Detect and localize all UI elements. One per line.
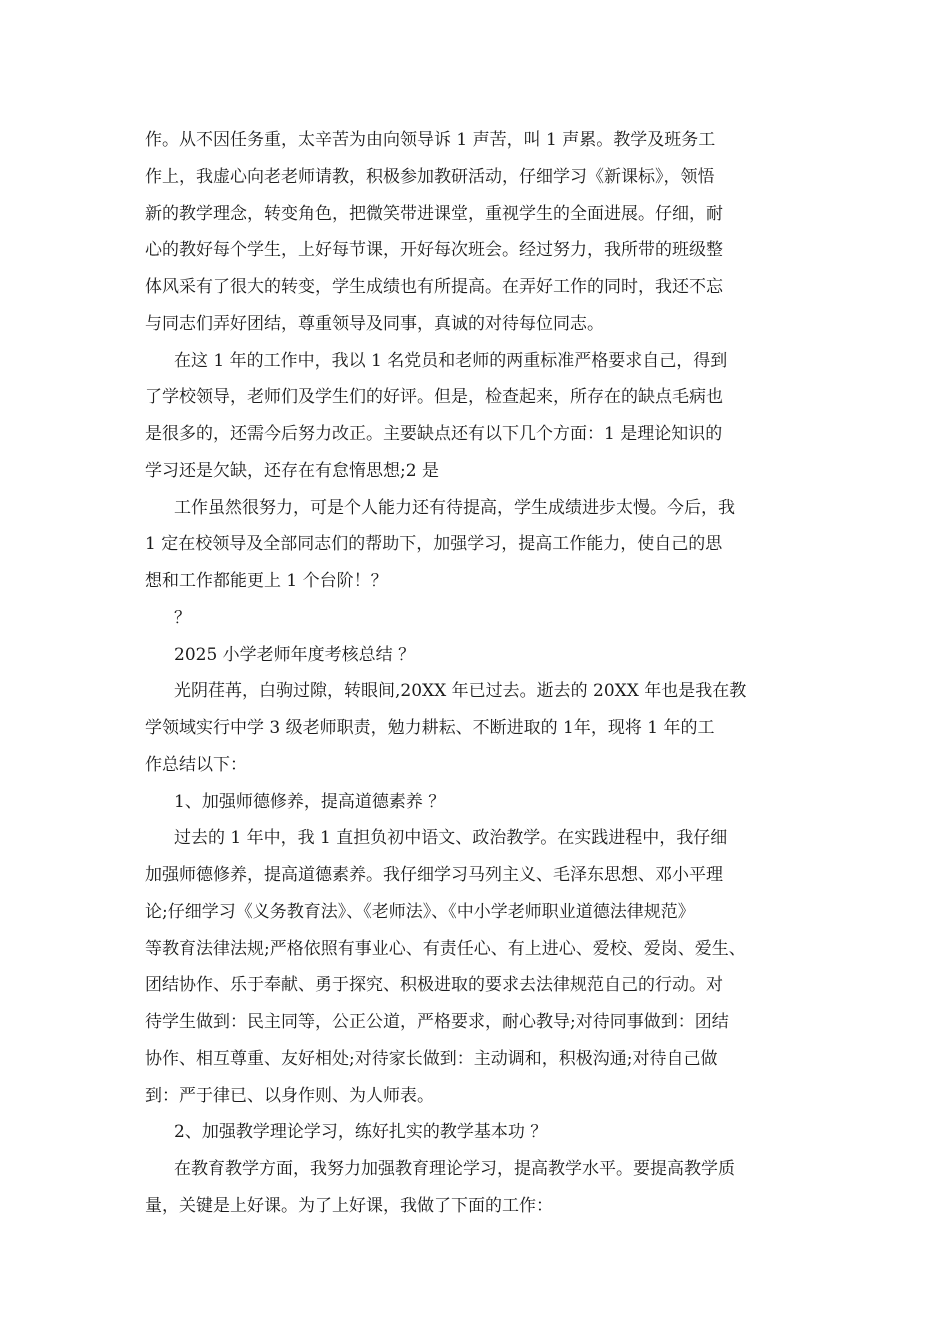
- text-line: 过去的 1 年中，我 1 直担负初中语文、政治教学。在实践进程中，我仔细: [174, 828, 728, 849]
- text-line: 量，关键是上好课。为了上好课，我做了下面的工作：: [145, 1195, 553, 1216]
- text-line: 光阴荏苒，白驹过隙，转眼间,20XX 年已过去。逝去的 20XX 年也是我在教: [174, 681, 747, 702]
- document-body: [145, 122, 825, 1225]
- text-line: 2025 小学老师年度考核总结 ？: [174, 644, 416, 665]
- text-line: 团结协作、乐于奉献、勇于探究、积极进取的要求去法律规范自己的行动。对: [145, 975, 723, 996]
- text-line: 在这 1 年的工作中，我以 1 名党员和老师的两重标准严格要求自己，得到: [174, 350, 728, 371]
- text-line: 新的教学理念，转变角色，把微笑带进课堂，重视学生的全面进展。仔细，耐: [145, 203, 723, 224]
- text-line: 工作虽然很努力，可是个人能力还有待提高，学生成绩进步太慢。今后，我: [174, 497, 735, 518]
- text-line: ？: [174, 607, 191, 628]
- text-line: 到：严于律已、以身作则、为人师表。: [145, 1085, 434, 1106]
- text-line: 1、加强师德修养，提高道德素养 ？: [174, 791, 446, 812]
- text-line: 学习还是欠缺，还存在有怠惰思想;2 是: [145, 460, 439, 481]
- text-line: 加强师德修养，提高道德素养。我仔细学习马列主义、毛泽东思想、邓小平理: [145, 865, 723, 885]
- text-line: 与同志们弄好团结，尊重领导及同事，真诚的对待每位同志。: [145, 313, 604, 334]
- text-line: 等教育法律法规;严格依照有事业心、有责任心、有上进心、爱校、爱岗、爱生、: [145, 938, 746, 959]
- text-line: 学领域实行中学 3 级老师职责，勉力耕耘、不断进取的 1年，现将 1 年的工: [145, 718, 715, 738]
- text-line: 论;仔细学习《义务教育法》、《老师法》、《中小学老师职业道德法律规范》: [145, 901, 695, 922]
- text-line: 作总结以下：: [145, 754, 247, 775]
- text-line: 作上，我虚心向老老师请教，积极参加教研活动，仔细学习《新课标》，领悟: [145, 166, 715, 187]
- text-line: 体风采有了很大的转变，学生成绩也有所提高。在弄好工作的同时，我还不忘: [145, 277, 723, 297]
- text-line: 2、加强教学理论学习，练好扎实的教学基本功 ？: [174, 1122, 548, 1143]
- text-line: 在教育教学方面，我努力加强教育理论学习，提高教学水平。要提高教学质: [174, 1159, 735, 1179]
- text-line: 了学校领导，老师们及学生们的好评。但是，检查起来，所存在的缺点毛病也: [145, 387, 723, 408]
- text-line: 协作、相互尊重、友好相处;对待家长做到：主动调和，积极沟通;对待自己做: [145, 1048, 718, 1069]
- text-line: 作。从不因任务重，太辛苦为由向领导诉 1 声苦，叫 1 声累。教学及班务工: [145, 130, 716, 150]
- text-line: 想和工作都能更上 1 个台阶！？: [145, 571, 388, 591]
- text-line: 是很多的，还需今后努力改正。主要缺点还有以下几个方面：1 是理论知识的: [145, 424, 723, 444]
- text-line: 心的教好每个学生，上好每节课，开好每次班会。经过努力，我所带的班级整: [145, 240, 723, 261]
- text-line: 待学生做到：民主同等，公正公道，严格要求，耐心教导;对待同事做到：团结: [145, 1012, 729, 1032]
- text-line: 1 定在校领导及全部同志们的帮助下，加强学习，提高工作能力，使自己的思: [145, 534, 723, 555]
